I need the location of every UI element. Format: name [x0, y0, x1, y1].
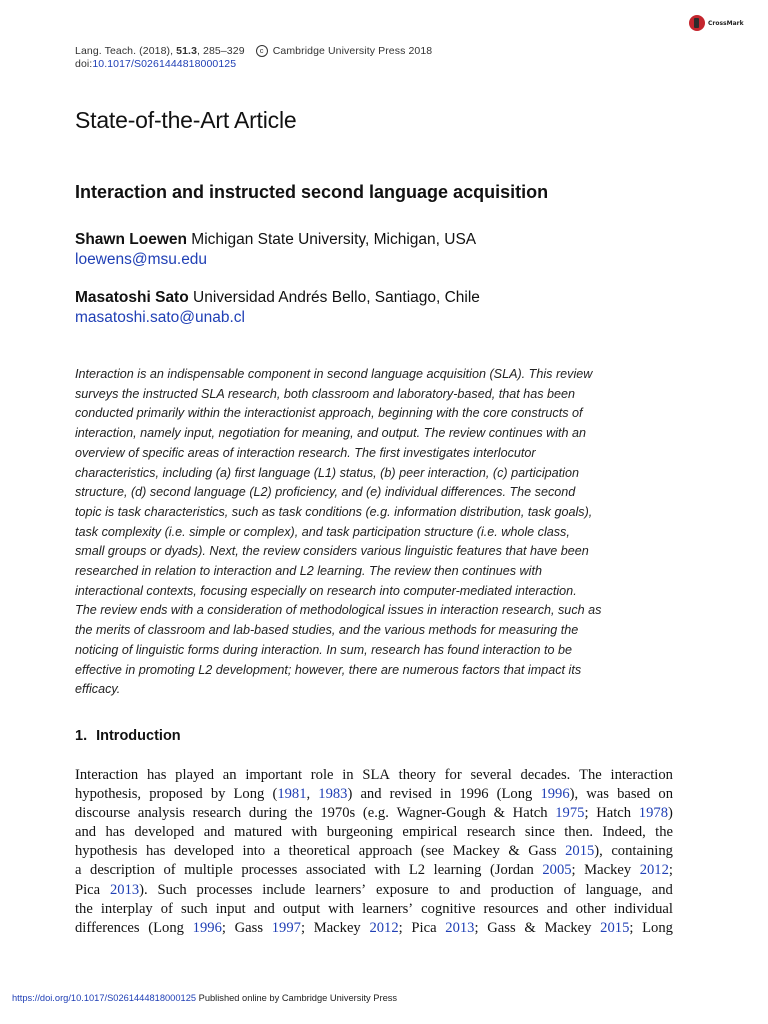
citation-link[interactable]: 1981 [277, 786, 307, 803]
body-word: associated [305, 862, 366, 879]
body-word: such [180, 900, 208, 917]
journal-pages: , 285–329 [197, 45, 245, 57]
body-word: proposed [149, 786, 203, 803]
body-word: 1997; [271, 919, 305, 936]
body-word: approach [358, 843, 413, 860]
citation-link[interactable]: 2013 [445, 919, 475, 936]
body-word: 2015), [565, 843, 603, 860]
body-word: other [575, 900, 606, 917]
body-word: Mackey [452, 843, 500, 860]
body-word: (1981, [272, 786, 311, 803]
body-word: individual [613, 900, 673, 917]
body-word: Pica [75, 881, 101, 898]
body-word: an [222, 767, 237, 783]
body-word: 2013). [109, 881, 148, 898]
abstract-line: noticing of linguistic forms during interaction. In sum, research has found interaction to be [75, 642, 573, 657]
body-word: in [342, 767, 354, 783]
body-word: to [438, 881, 450, 898]
copyright-text: Cambridge University Press 2018 [272, 45, 433, 57]
body-word: then. [564, 824, 594, 841]
article-type: State-of-the-Art Article [75, 107, 297, 133]
body-word: the [75, 900, 93, 917]
body-word: Wagner-Gough [396, 805, 486, 822]
body-word: Long [233, 786, 265, 803]
body-word: The [579, 767, 602, 783]
body-word: research [466, 824, 516, 841]
body-word: cognitive [421, 900, 476, 917]
section-title: Introduction [96, 728, 181, 744]
body-word: Mackey [313, 919, 361, 936]
body-word: of [160, 900, 173, 917]
footer-published: Published online by Cambridge University Press [198, 993, 398, 1003]
body-word: played [175, 767, 215, 783]
copyright-icon: c [256, 45, 268, 57]
body-word: 2013; [445, 919, 479, 936]
author-name: Masatoshi Sato [75, 289, 189, 306]
body-word: differences [75, 919, 140, 936]
body-word: has [105, 824, 125, 841]
body-word: 1996), [540, 786, 579, 803]
citation-link[interactable]: 1996 [192, 919, 222, 936]
body-word: on [658, 786, 673, 803]
body-word: 1983) [318, 786, 353, 803]
abstract-line: the merits of classroom and lab-based studies, and the various methods for measuring the [75, 623, 579, 638]
body-word: 1978) [638, 805, 673, 822]
body-word: for [444, 767, 462, 783]
body-line [75, 804, 673, 823]
section-number: 1. [75, 728, 88, 744]
body-word: processes [196, 881, 253, 898]
article-title: Interaction and instructed second language acquisition [75, 182, 549, 202]
body-word: Long [642, 919, 673, 936]
citation-link[interactable]: 2015 [565, 843, 595, 860]
body-word: Such [157, 881, 187, 898]
body-word: Gass [234, 919, 264, 936]
abstract [75, 365, 605, 700]
citation-link[interactable]: 1983 [318, 786, 348, 803]
body-word: interaction [610, 767, 673, 783]
body-word: and [546, 900, 568, 917]
body-line [75, 766, 673, 785]
abstract-line: The review ends with a consideration of methodological issues in interaction research, such as [75, 603, 602, 618]
body-word: input [215, 900, 246, 917]
body-word: important [245, 767, 303, 783]
abstract-line: interaction, namely input, negotiation for meaning, and output. The review continues with an [75, 426, 587, 441]
body-word: analysis [137, 805, 185, 822]
body-word: decades. [520, 767, 571, 783]
body-word: language, [585, 881, 642, 898]
body-word: several [470, 767, 512, 783]
body-word: the [655, 824, 673, 841]
journal-citation [75, 45, 432, 57]
body-line [75, 919, 673, 938]
body-line [75, 900, 673, 919]
body-word: Hatch [596, 805, 632, 822]
citation-link[interactable]: 1996 [540, 786, 570, 803]
body-word: Hatch [512, 805, 548, 822]
abstract-line: small groups or dyads). Next, the review considers various linguistic features that have been [75, 544, 589, 559]
body-word: hypothesis, [75, 786, 142, 803]
body-word: Interaction [75, 767, 139, 783]
citation-link[interactable]: 1997 [271, 919, 301, 936]
crossmark-label: CrossMark [708, 19, 744, 27]
section-heading [75, 728, 181, 744]
body-word: (see [420, 843, 445, 860]
author-email[interactable]: loewens@msu.edu [75, 251, 208, 268]
body-word: and [459, 881, 481, 898]
body-word: multiple [184, 862, 233, 879]
body-word: based [617, 786, 651, 803]
body-word: empirical [402, 824, 458, 841]
citation-link[interactable]: 2005 [542, 862, 572, 879]
citation-link[interactable]: 2012 [369, 919, 399, 936]
body-word: (Jordan [490, 862, 534, 879]
abstract-line: overview of specific areas of interaction research. The first investigates interlocutor [75, 445, 536, 460]
body-word: and [75, 824, 97, 841]
body-word: and [360, 786, 382, 803]
body-word: research [192, 805, 242, 822]
body-line [75, 842, 673, 861]
body-word: and [203, 824, 225, 841]
body-word: learners’ [362, 900, 414, 917]
citation-link[interactable]: 1975 [555, 805, 585, 822]
body-word: processes [241, 862, 298, 879]
abstract-line: efficacy. [75, 682, 121, 697]
body-word: learning [433, 862, 482, 879]
body-word: SLA [362, 767, 390, 783]
body-word: theoretical [288, 843, 351, 860]
doi-label: doi: [75, 58, 93, 70]
body-word: 1975; [555, 805, 589, 822]
body-word: (Long [148, 919, 184, 936]
body-word: Gass [487, 919, 516, 936]
body-word: into [242, 843, 266, 860]
body-word: with [328, 900, 355, 917]
body-line [75, 861, 673, 880]
body-word: description [90, 862, 155, 879]
body-word: containing [611, 843, 673, 860]
body-word: L2 [408, 862, 426, 879]
body-word: Gass [528, 843, 557, 860]
citation-link[interactable]: 2015 [600, 919, 630, 936]
body-word: 2015; [600, 919, 634, 936]
abstract-line: conducted primarily within the interactionist approach, beginning with the core constructs of [75, 406, 583, 421]
body-word: interplay [100, 900, 153, 917]
body-word: was [586, 786, 609, 803]
body-word: Pica [411, 919, 437, 936]
body-word: 1996; [192, 919, 226, 936]
body-word: since [524, 824, 555, 841]
body-word: burgeoning [326, 824, 393, 841]
body-word: & [508, 843, 520, 860]
abstract-line: interactional contexts, focusing especially on research into computer-mediated interaction. [75, 583, 577, 598]
abstract-line: surveys the instructed SLA research, both classroom and laboratory-based, that has been [75, 386, 576, 401]
body-word: of [563, 881, 576, 898]
footer [12, 993, 397, 1003]
abstract-line: structure, (d) second language (L2) proficiency, and (e) individual differences. The second [75, 485, 576, 500]
body-word: matured [234, 824, 282, 841]
body-word: a [273, 843, 281, 860]
body-word: developed [173, 843, 234, 860]
body-word: theory [398, 767, 436, 783]
footer-doi-link[interactable]: https://doi.org/10.1017/S0261444818000125 [12, 993, 197, 1003]
body-word: the [294, 805, 313, 822]
abstract-line: Interaction is an indispensable component in second language acquisition (SLA). This review [75, 367, 593, 381]
body-word: and [651, 881, 673, 898]
body-word: 2012; [639, 862, 673, 879]
body-word: of [163, 862, 176, 879]
body-line [75, 881, 673, 900]
body-word: discourse [75, 805, 131, 822]
crossmark-icon [689, 15, 705, 31]
body-word: 1970s [320, 805, 356, 822]
body-word: Mackey [544, 919, 592, 936]
body-word: and [253, 900, 275, 917]
citation-link[interactable]: 2013 [109, 881, 140, 898]
author-affiliation: Universidad Andrés Bello, Santiago, Chile [193, 289, 480, 306]
crossmark-badge[interactable] [689, 12, 749, 34]
author-2 [75, 289, 480, 307]
body-paragraph [75, 766, 673, 938]
author-affiliation: Michigan State University, Michigan, USA [191, 231, 477, 248]
body-word: resources [483, 900, 539, 917]
citation-link[interactable]: 2012 [639, 862, 669, 879]
body-word: & [524, 919, 536, 936]
body-word: during [248, 805, 288, 822]
body-word: has [145, 843, 166, 860]
body-word: with [374, 862, 401, 879]
body-word: has [146, 767, 167, 783]
body-word: developed [134, 824, 195, 841]
body-word: hypothesis [75, 843, 138, 860]
body-line [75, 823, 673, 842]
body-word: 2012; [369, 919, 403, 936]
author-name: Shawn Loewen [75, 231, 187, 248]
abstract-line: effective in promoting L2 development; however, there are numerous factors that impact its [75, 662, 582, 677]
body-line [75, 785, 673, 804]
body-word: (e.g. [362, 805, 389, 822]
body-word: revised [389, 786, 432, 803]
author-email[interactable]: masatoshi.sato@unab.cl [75, 309, 245, 326]
body-word: production [490, 881, 554, 898]
abstract-line: characteristics, including (a) first language (L1) status, (b) peer interaction, (c) participation [75, 465, 579, 480]
doi-link[interactable]: 10.1017/S0261444818000125 [92, 58, 237, 70]
body-word: 1996 [459, 786, 489, 803]
author-1 [75, 231, 476, 249]
body-word: 2005; [542, 862, 576, 879]
body-word: role [310, 767, 334, 783]
body-word: Indeed, [602, 824, 646, 841]
body-word: a [75, 862, 82, 879]
citation-link[interactable]: 1978 [638, 805, 668, 822]
body-word: Mackey [584, 862, 632, 879]
journal-name: Lang. Teach. (2018), [75, 45, 174, 57]
abstract-line: task complexity (i.e. simple or complex), and task participation structure (i.e. whole class, [75, 524, 570, 539]
body-word: output [282, 900, 321, 917]
body-word: learners’ [315, 881, 367, 898]
body-word: include [262, 881, 306, 898]
journal-volume: 51.3 [176, 45, 198, 57]
body-word: (Long [496, 786, 533, 803]
abstract-line: researched in relation to interaction and L2 learning. The review then continues with [75, 564, 542, 579]
abstract-line: topic is task characteristics, such as task conditions (e.g. information distribution, task goals), [75, 504, 593, 519]
body-word: exposure [375, 881, 429, 898]
doi-line [75, 58, 236, 70]
body-word: in [439, 786, 452, 803]
body-word: with [291, 824, 318, 841]
body-word: by [210, 786, 226, 803]
body-word: & [493, 805, 505, 822]
